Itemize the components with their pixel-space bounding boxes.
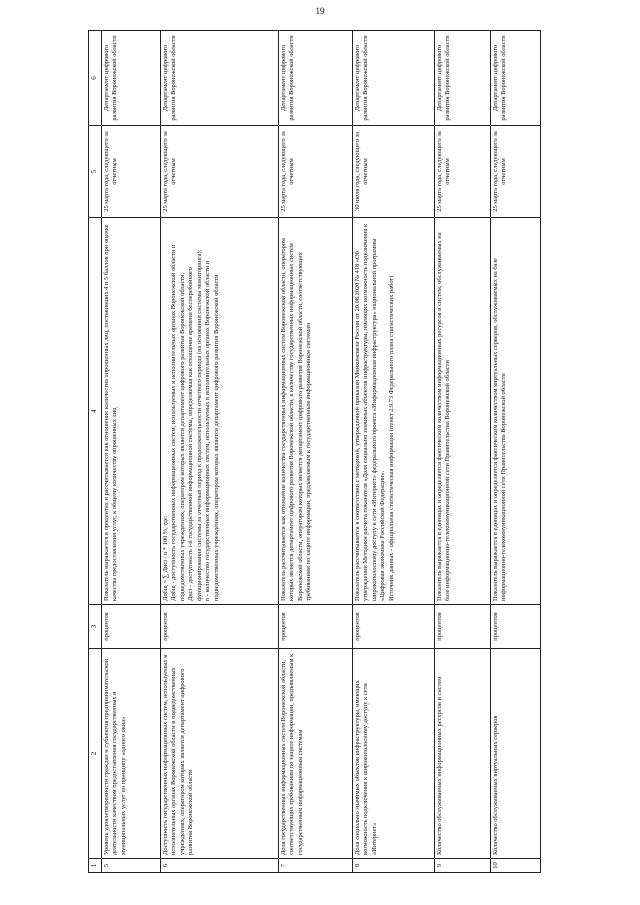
header-cell: 6 [89,31,102,126]
responsible-body: Департамент цифрового развития Воронежской области [435,31,491,126]
header-cell: 2 [89,649,102,859]
report-deadline: 25 марта года, следующего за отчетным [435,126,491,218]
indicator-unit: процентов [491,605,541,649]
table-row [435,31,491,873]
indicator-name: Количество обслуживаемых виртуальных серверов [491,649,541,859]
row-number: 5 [102,859,161,873]
header-cell: 3 [89,605,102,649]
report-deadline: 25 марта года, следующего за отчетным [102,126,161,218]
responsible-body: Департамент цифрового развития Воронежской области [161,31,279,126]
report-deadline: 25 марта года, следующего за отчетным [279,126,353,218]
calculation-method: Показатель выражается в единицах и определяется фактическим количеством виртуальных серверов, обслуживаемых на базе информационно-телекоммуникационной сети Правительства Воронежской области [491,218,541,605]
calculation-method: Показатель выражается в единицах и определяется фактическим количеством информационных ресурсов и систем, обслуживаемых на базе информационно-телекоммуникационной сети Правительства Воронежской области [435,218,491,605]
indicator-name: Доступность государственных информационных систем, используемых в исполнительных органах Воронежской области и подведомственных учреждениях, оператором которых является департамент цифрового развития Воронежской области [161,649,279,859]
row-number: 7 [279,859,353,873]
report-deadline: 25 марта года, следующего за отчетным [161,126,279,218]
table-row [491,31,541,873]
table-row [161,31,279,873]
indicator-unit: процентов [353,605,435,649]
report-deadline: 25 марта года, следующего за отчетным [491,126,541,218]
responsible-body: Департамент цифрового развития Воронежской области [353,31,435,126]
header-cell: 4 [89,218,102,605]
header-cell: 5 [89,126,102,218]
indicators-table [88,30,541,873]
calculation-method: Показатель рассчитывается в соответствии с методикой, утвержденной приказом Минкомсвязи России от 20.08.2020 № 418 «Об утверждении Методики расчета показателя «Доля социально значимых объектов инфраструктуры, имеющих возможность подключения к широкополосному доступу к сети «Интернет» федерального проекта «Информационная инфраструктура» национальной программы «Цифровая экономика Российской Федерации». Источник данных - официальная статистическая информация (пункт 2.9.73 Федерального плана статистических работ) [353,218,435,605]
table-header-row [89,31,102,873]
indicator-name: Уровень удовлетворенности граждан и субъектов предпринимательской деятельности качеством предоставления государственных и муниципальных услуг по принципу «одного окна» [102,649,161,859]
page-number: 19 [315,6,325,16]
calculation-method: Добщ = ∑ Дисi / n * 100 %, где: Добщ - доступность государственных информационных систем, используемых в исполнительных органах Воронежской области и подведомственных учреждениях, оператором которых является департамент цифрового развития Воронежской области; Дисi - доступность i-й государственной информационной системы, определяемая как отношение времени бесперебойного функционирования системы за отчетный период к продолжительности отчетного периода (на основании системы мониторинга); n - количество государственных информационных систем, используемых в исполнительных органах Воронежской области и подведомственных учреждениях, оператором которых является департамент цифрового развития Воронежской области [161,218,279,605]
indicator-unit: процентов [161,605,279,649]
table-row [102,31,161,873]
rotated-page-content [88,31,528,873]
row-number: 10 [491,859,541,873]
indicator-name: Количество обслуживаемых информационных ресурсов и систем [435,649,491,859]
responsible-body: Департамент цифрового развития Воронежской области [491,31,541,126]
calculation-method: Показатель рассчитывается как отношение количества государственных информационных систем Воронежской области, оператором которых является департамент цифрового развития Воронежской области, к количеству государственных информационных систем Воронежской области, оператором которых является департамент цифрового развития Воронежской области, соответствующих требованиям по защите информации, предъявляемым к государственным информационным системам [279,218,353,605]
row-number: 8 [353,859,435,873]
header-cell: 1 [89,859,102,873]
row-number: 9 [435,859,491,873]
table-row [353,31,435,873]
indicator-unit: процентов [435,605,491,649]
row-number: 6 [161,859,279,873]
indicator-name: Доля государственных информационных систем Воронежской области, соответствующих требованиям по защите информации, предъявляемым к государственным информационным системам [279,649,353,859]
indicator-name: Доля социально значимых объектов инфраструктуры, имеющих возможность подключения к широкополосному доступу к сети «Интернет» [353,649,435,859]
indicator-unit: процентов [279,605,353,649]
indicator-unit: процентов [102,605,161,649]
table-row [279,31,353,873]
calculation-method: Показатель выражается в процентах и рассчитывается как отношение количества опрошенных лиц, поставивших 4 и 5 баллов при оценке качества предоставления услуг, к общему количеству опрошенных лиц [102,218,161,605]
report-deadline: 30 июля года, следующего за отчетным [353,126,435,218]
responsible-body: Департамент цифрового развития Воронежской области [102,31,161,126]
responsible-body: Департамент цифрового развития Воронежской области [279,31,353,126]
